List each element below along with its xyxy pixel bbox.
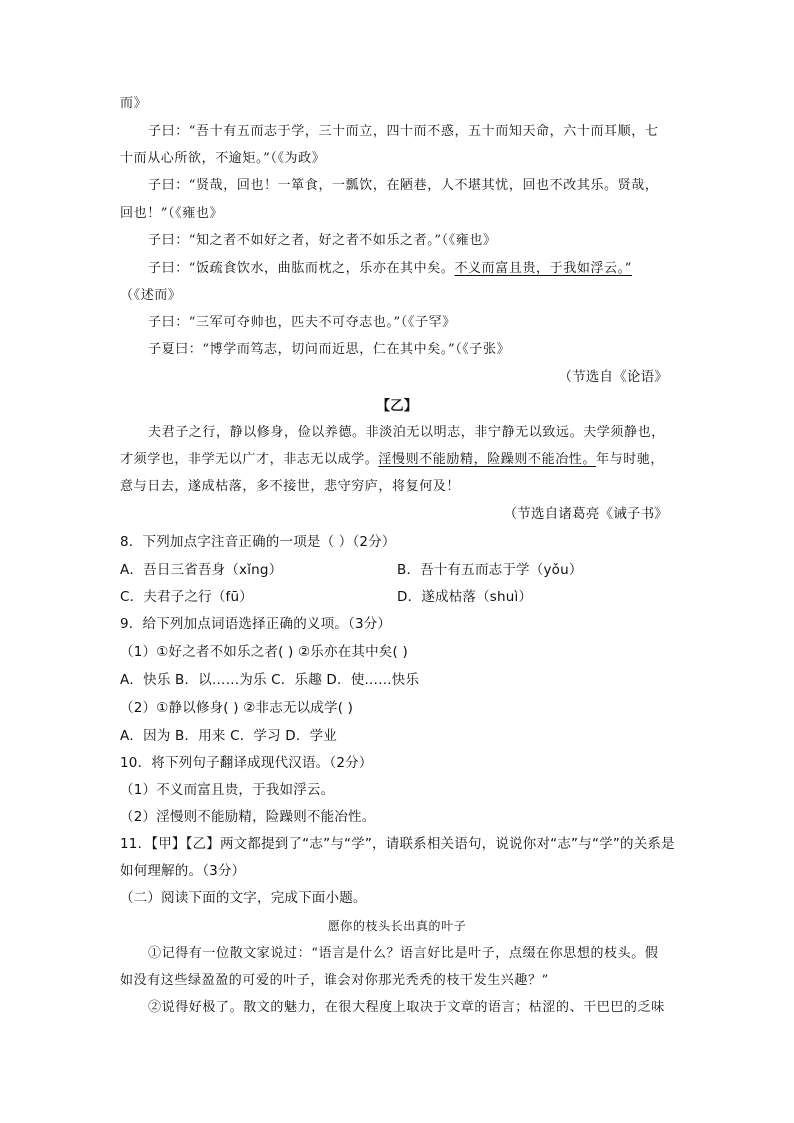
- quote-4-end: ”: [624, 261, 633, 276]
- question-11-line-2: 如何理解的。（3分）: [120, 863, 246, 879]
- question-8-option-d: D．遂成枯落（shuì）: [397, 589, 533, 605]
- yi-heading: 【乙】: [376, 398, 418, 414]
- question-10-part-2: （2）淫慢则不能励精，险躁则不能冶性。: [120, 809, 376, 825]
- question-8-option-a: A．吾日三省吾身（xǐng）: [120, 562, 283, 578]
- analects-quote-5: 子曰：“三军可夺帅也，匹夫不可夺志也。”（《子罕》: [148, 315, 456, 330]
- question-10-part-1: （1）不义而富且贵，于我如浮云。: [120, 782, 335, 798]
- question-8-option-c: C．夫君子之行（fū）: [120, 589, 253, 605]
- analects-quote-6: 子夏曰：“博学而笃志，切问而近思，仁在其中矣。”（《子张》: [148, 342, 511, 357]
- analects-quote-1a: 子曰：“吾十有五而志于学，三十而立，四十而不惑，五十而知天命，六十而耳顺，七: [148, 124, 659, 139]
- yi-paragraph-line-1: 夫君子之行，静以修身，俭以养德。非淡泊无以明志，非宁静无以致远。夫学须静也，: [148, 425, 665, 440]
- question-9-part-1-options: A．快乐 B．以……为乐 C．乐趣 D．使……快乐: [120, 672, 420, 688]
- analects-quote-1b: 十而从心所欲，不逾矩。”（《为政》: [120, 151, 326, 166]
- yi-line-2-text: 才须学也，非学无以广才，非志无以成学。: [120, 452, 379, 467]
- quote-4-underlined: 不义而富且贵，于我如浮云。: [454, 261, 625, 276]
- question-10: 10．将下列句子翻译成现代汉语。（2分）: [120, 755, 373, 771]
- yi-paragraph-line-3: 意与日去，遂成枯落，多不接世，悲守穷庐，将复何及！: [120, 479, 461, 494]
- analects-quote-3: 子曰：“知之者不如好之者，好之者不如乐之者。”（《雍也》: [148, 233, 497, 248]
- question-8-option-b: B．吾十有五而志于学（yǒu）: [397, 562, 583, 578]
- yi-line-2-underlined: 淫慢则不能励精，险躁则不能冶性。: [378, 452, 597, 467]
- section-2-heading: （二）阅读下面的文字，完成下面小题。: [120, 890, 367, 906]
- article-paragraph-2: ②说得好极了。散文的魅力，在很大程度上取决于文章的语言；枯涩的、干巴巴的乏味: [148, 1000, 665, 1015]
- analects-quote-2b: 回也！”（《雍也》: [120, 206, 224, 221]
- analects-quote-4a: [148, 260, 632, 278]
- question-9-part-2-options: A．因为 B．用来 C．学习 D．学业: [120, 728, 337, 744]
- jia-line-top: 而》: [120, 96, 148, 111]
- analects-quote-4b: （《述而》: [120, 288, 182, 303]
- question-9: 9．给下列加点词语选择正确的义项。（3分）: [120, 616, 392, 632]
- question-8: 8．下列加点字注音正确的一项是（ ）（2分）: [120, 534, 396, 550]
- jia-source: （节选自《论语》: [558, 369, 668, 385]
- yi-source: （节选自诸葛亮《诫子书》: [503, 506, 668, 522]
- quote-4-text: 子曰：“饭疏食饮水，曲肱而枕之，乐亦在其中矣。: [148, 261, 455, 276]
- question-9-part-2: （2）①静以修身( ) ②非志无以成学( ): [120, 700, 354, 716]
- section-2-article-title: 愿你的枝头长出真的叶子: [327, 919, 467, 933]
- yi-line-2-tail: 年与时驰，: [596, 452, 665, 467]
- yi-paragraph-line-2: [120, 451, 664, 469]
- article-paragraph-1b: 如没有这些绿盈盈的可爱的叶子，谁会对你那光秃秃的枝干发生兴趣？”: [120, 973, 549, 988]
- article-paragraph-1a: ①记得有一位散文家说过：“语言是什么？语言好比是叶子，点缀在你思想的枝头。假: [148, 946, 659, 961]
- question-9-part-1: （1）①好之者不如乐之者( ) ②乐亦在其中矣( ): [120, 644, 408, 660]
- analects-quote-2a: 子曰：“贤哉，回也！一箪食，一瓢饮，在陋巷，人不堪其忧，回也不改其乐。贤哉，: [148, 178, 659, 193]
- question-11-line-1: 11．【甲】【乙】两文都提到了“志”与“学”，请联系相关语句，说说你对“志”与“学”的关系是: [120, 836, 675, 852]
